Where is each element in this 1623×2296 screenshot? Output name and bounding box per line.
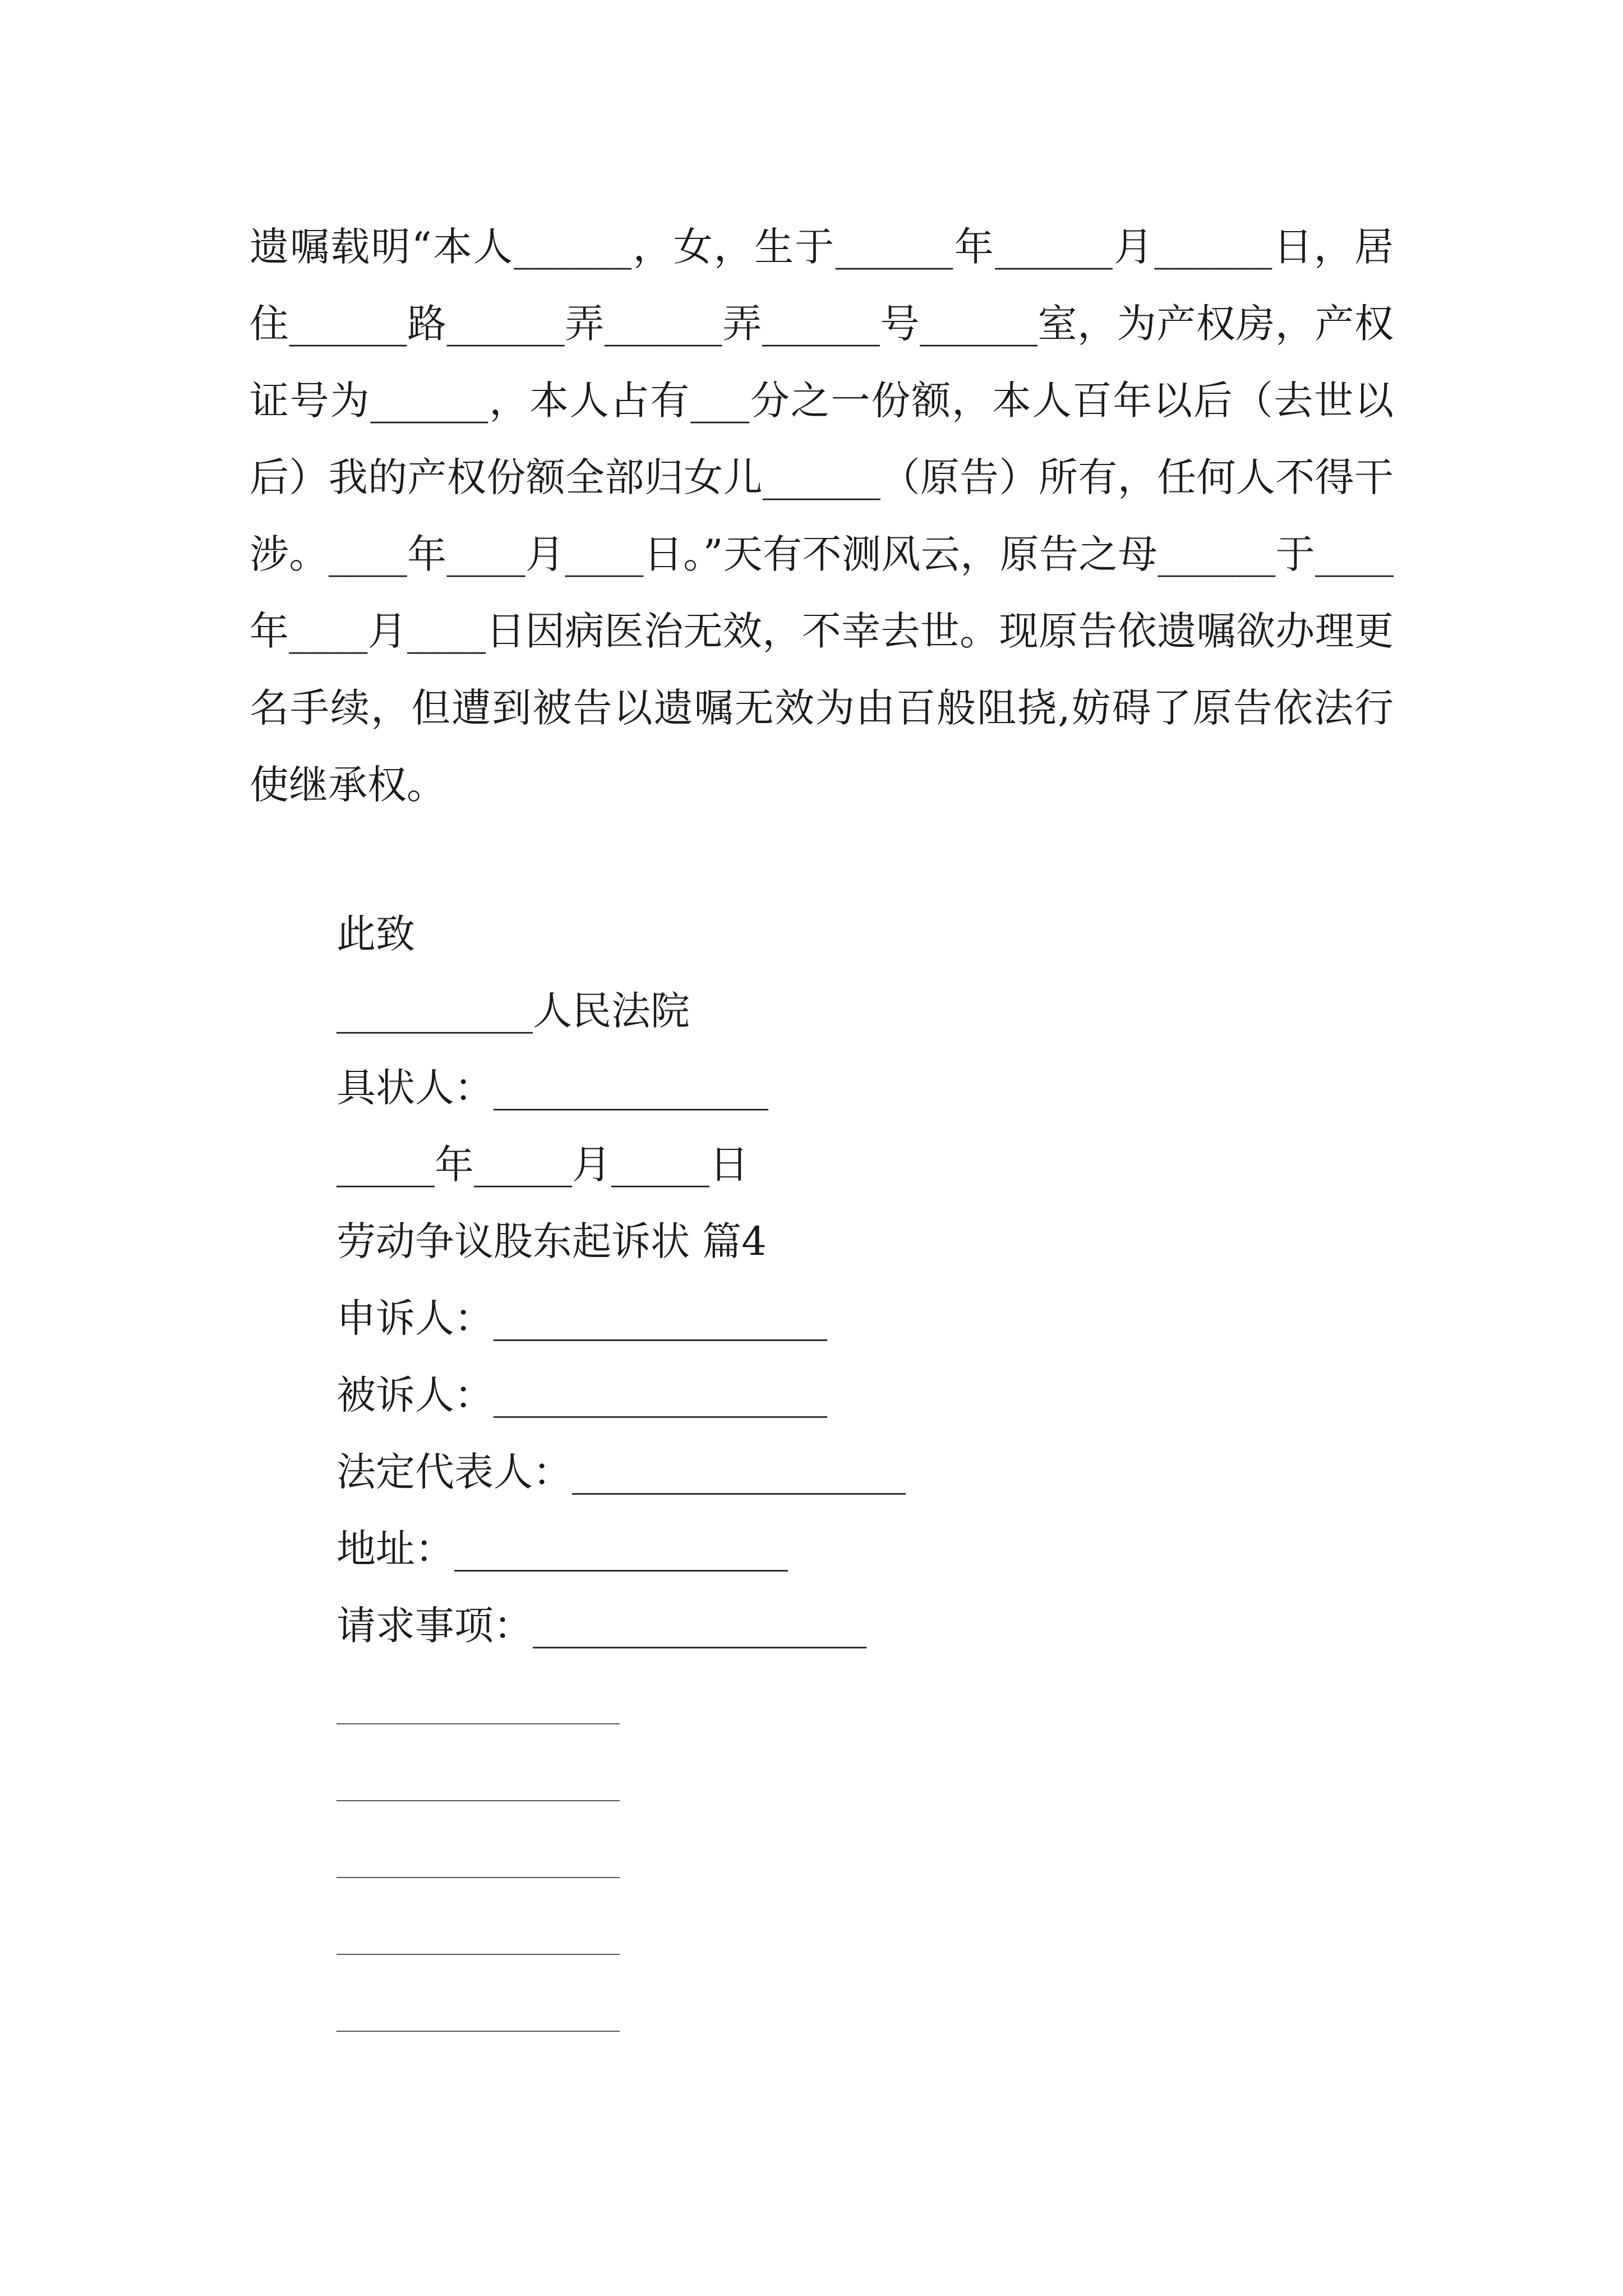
complainant-field: 申诉人：_________________ [336, 1295, 827, 1341]
section-title: 劳动争议股东起诉状 篇4 [336, 1218, 767, 1264]
blank-line [336, 1723, 620, 1724]
blank-line [336, 1954, 620, 1955]
salutation: 此致 [336, 911, 415, 957]
address-field: 地址：_________________ [336, 1526, 788, 1572]
blank-line [336, 1877, 620, 1878]
blank-line [336, 2031, 620, 2032]
court-line: __________人民法院 [336, 988, 690, 1034]
blank-line [336, 1800, 620, 1801]
body-paragraph: 遗嘱载明“本人______，女，生于______年______月______日，居住______路______弄______弄______号______室，为产权房，产权证号为______，本人占有___分之一份额，本人百年以后（去世以后）我的产权份额全部归女儿______（原告）所有，任何人不得干涉。____年____月____日。”天有不测风云，原告之母______于____年____月____日因病医治无效，不幸去世。现原告依遗嘱欲办理更名手续，但遭到被告以遗嘱无效为由百般阻挠,妨碍了原告依法行使继承权。 [250, 224, 1394, 808]
legal-representative-field: 法定代表人：_________________ [336, 1449, 906, 1495]
claims-field: 请求事项：_________________ [336, 1603, 866, 1649]
date-line: _____年_____月_____日 [336, 1142, 749, 1188]
respondent-field: 被诉人：_________________ [336, 1372, 827, 1418]
signer-line: 具状人：______________ [336, 1065, 768, 1111]
